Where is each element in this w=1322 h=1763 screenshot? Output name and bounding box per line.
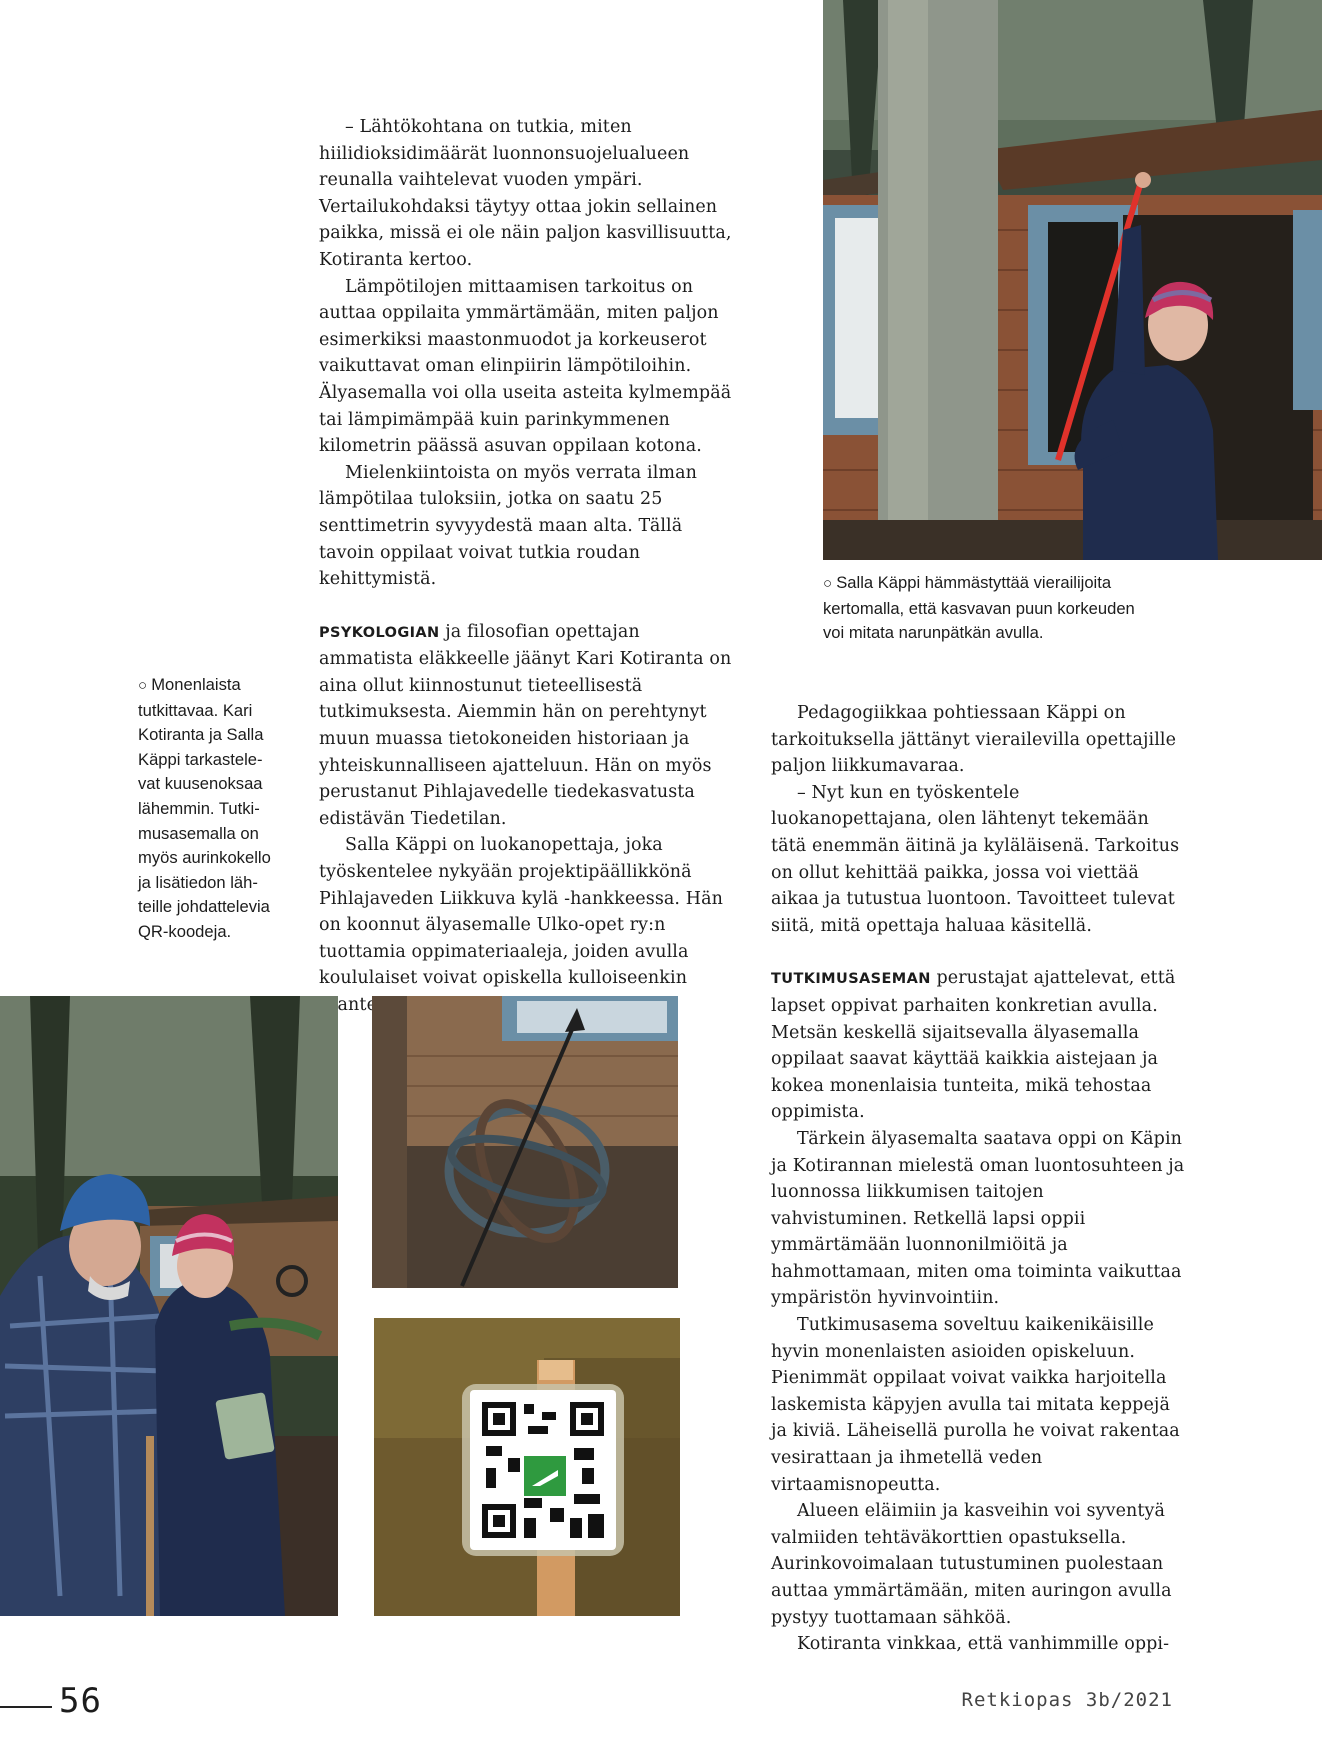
caption-line (138, 673, 298, 699)
caption-line: ja lisätiedon läh- (138, 872, 258, 892)
circle-bullet-icon: ○ (138, 677, 152, 694)
caption-tree-photo (823, 571, 1263, 646)
caption-line: voi mitata narunpätkän avulla. (823, 623, 1044, 643)
photo-qr-sign (374, 1318, 680, 1616)
caption-research-photos (138, 673, 298, 945)
caption-text: Salla Käppi hämmästyttää vierailijoita (836, 573, 1112, 592)
caption-text: Monenlaista (151, 675, 241, 694)
paragraph: Pedagogiikkaa pohtiessaan Käppi on tarkoituksella jättänyt vierailevilla opettajille paljon liikkumavaraa. (771, 703, 1177, 777)
caption-line: tutkittavaa. Kari (138, 700, 253, 720)
lead-word: TUTKIMUSASEMAN (771, 971, 931, 988)
caption-line: myös aurinkokello (138, 848, 271, 868)
paragraph-text: ja filosofian opettajan ammatista eläkkeelle jäänyt Kari Kotiranta on aina ollut kiinnostunut tieteellisestä tutkimuksesta. Aiemmin hän on perehtynyt muun muassa tietokoneiden historiaan ja yhteiskunnalliseen ajatteluun. Hän on myös perustanut Pihlajavedelle tiedekasvatusta edistävän Tiedetilan. (319, 621, 732, 829)
magazine-issue: Retkiopas 3b/2021 (961, 1689, 1173, 1711)
lead-word: PSYKOLOGIAN (319, 624, 440, 641)
paragraph-lead (771, 965, 1185, 1126)
paragraph-lead (319, 619, 732, 833)
caption-line: teille johdattelevia (138, 897, 270, 917)
caption-line: QR-koodeja. (138, 921, 232, 941)
paragraph: Mielenkiintoista on myös verrata ilman lämpötilaa tuloksiin, jotka on saatu 25 senttimetrin syvyydestä maan alta. Tällä tavoin oppilaat voivat tutkia roudan kehittymistä. (319, 462, 697, 590)
folio-rule (0, 1706, 52, 1708)
photo-two-researchers (0, 996, 338, 1616)
caption-line: Käppi tarkastele- (138, 749, 263, 769)
article-column-1 (319, 114, 732, 1019)
article-column-2 (771, 700, 1185, 1658)
paragraph: Salla Käppi on luokanopettaja, joka työskentelee nykyään projektipäällikkönä Pihlajaveden Liikkuva kylä -hankkeessa. Hän on koonnut älyasemalle Ulko-opet ry:n tuottamia oppimateriaaleja, joiden avulla koululaiset voivat opiskella kulloiseenkin (319, 835, 724, 989)
paragraph: Kotiranta vinkkaa, että vanhimmille oppi- (797, 1634, 1170, 1655)
caption-line: musasemalla on (138, 823, 259, 843)
page-number: 56 (59, 1681, 102, 1721)
circle-bullet-icon: ○ (823, 575, 837, 592)
paragraph: – Lähtökohtana on tutkia, miten hiilidioksidimäärät luonnonsuojelualueen reunalla vaihtelevat vuoden ympäri. Vertailukohdaksi täytyy ottaa jokin sellainen paikka, missä ei ole näin paljon kasvillisuutta, Kotiranta kertoo. (319, 117, 732, 270)
photo-tree-measuring (823, 0, 1322, 560)
paragraph: Tutkimusasema soveltuu kaikenikäisille hyvin monenlaisten asioiden opiskeluun. Pienimmät oppilaat voivat vaikka harjoitella laskemista käpyjen avulla tai mitata keppejä ja kiviä. Läheisellä purolla he voivat rakentaa vesirattaan ja ihmetellä veden virtaamisnopeutta. (771, 1315, 1180, 1495)
caption-line (823, 571, 1263, 597)
caption-line: vat kuusenoksaa (138, 774, 263, 794)
paragraph: Tärkein älyasemalta saatava oppi on Käpin ja Kotirannan mielestä oman luontosuhteen ja luonnossa liikkumisen taitojen vahvistuminen. Retkellä lapsi oppii ymmärtämään luonnonilmiöitä ja hahmottamaan, miten oma toiminta vaikuttaa ympäristön hyvinvointiin. (771, 1128, 1185, 1309)
caption-line: lähemmin. Tutki- (138, 798, 260, 818)
photo-sundial (372, 996, 678, 1288)
caption-line: Kotiranta ja Salla (138, 725, 264, 745)
paragraph: Alueen eläimiin ja kasveihin voi syventyä valmiiden tehtäväkorttien opastuksella. Aurinkovoimalaan tutustuminen puolestaan auttaa ymmärtämään, miten auringon avulla pystyy tuottamaan sähköä. (771, 1501, 1172, 1628)
paragraph: Lämpötilojen mittaamisen tarkoitus on auttaa oppilaita ymmärtämään, miten paljon esimerkiksi maastonmuodot ja korkeuserot vaikuttavat oman elinpiirin lämpötiloihin. Älyasemalla voi olla useita asteita kylmempää tai lämpimämpää kuin parinkymmenen kilometrin päässä asuvan oppilaan kotona. (319, 276, 732, 457)
caption-line: kertomalla, että kasvavan puun korkeuden (823, 598, 1135, 618)
paragraph-text: perustajat ajattelevat, että lapset oppivat parhaiten konkretian avulla. Metsän keskellä sijaitsevalla älyasemalla oppilaat saavat käyttää kaikkia aistejaan ja kokea monenlaisia tunteita, mikä tehostaa oppimista. (771, 968, 1176, 1123)
paragraph: – Nyt kun en työskentele luokanopettajana, olen lähtenyt tekemään tätä enemmän äitinä ja kyläläisenä. Tarkoitus on ollut kehittää paikka, jossa voi viettää aikaa ja tutustua luontoon. Tavoitteet tulevat siitä, mitä opettaja haluaa käsitellä. (771, 782, 1180, 936)
